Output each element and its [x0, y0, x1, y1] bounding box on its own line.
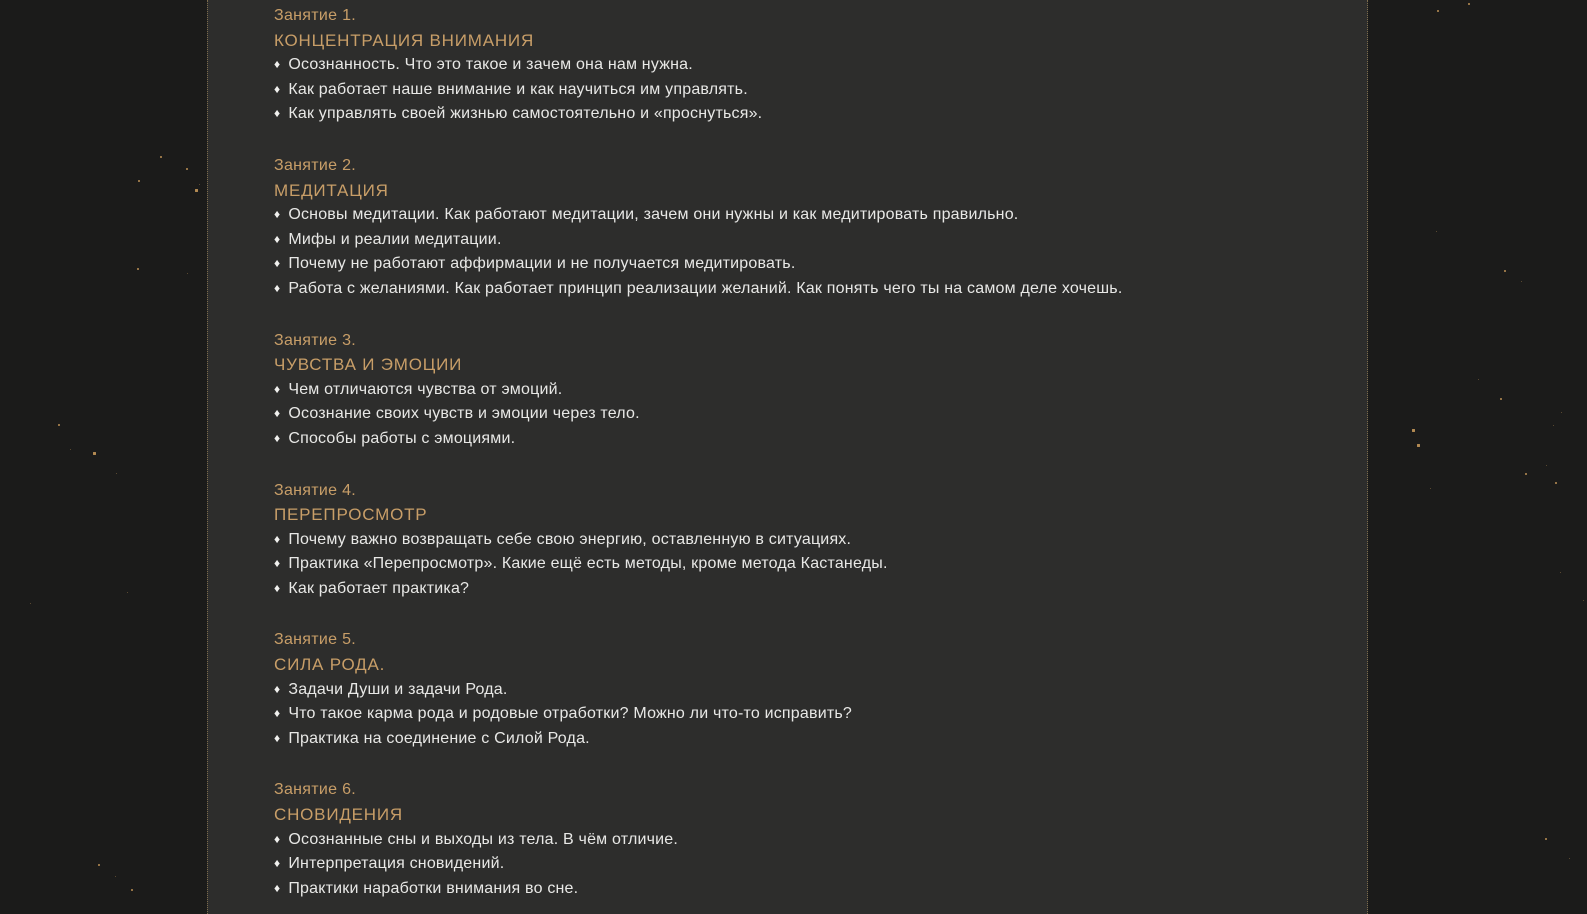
content-panel — [207, 0, 1368, 914]
list-item-text: Основы медитации. Как работают медитации, зачем они нужны и как медитировать правильно. — [288, 206, 1019, 224]
diamond-bullet-icon: ♦ — [274, 430, 281, 445]
star-dot — [1430, 488, 1431, 489]
program-section — [274, 154, 1367, 302]
diamond-bullet-icon: ♦ — [274, 831, 281, 846]
list-item — [274, 102, 1367, 127]
session-label: Занятие 3. — [274, 331, 357, 349]
diamond-bullet-icon: ♦ — [274, 81, 281, 96]
star-dot — [30, 603, 31, 604]
star-dot — [1412, 429, 1415, 432]
list-item — [274, 252, 1367, 277]
list-item — [274, 852, 1367, 877]
star-dot — [1569, 858, 1570, 859]
diamond-bullet-icon: ♦ — [274, 706, 281, 721]
list-item — [274, 727, 1367, 752]
session-label: Занятие 2. — [274, 156, 357, 174]
list-item-text: Осознание своих чувств и эмоции через тело. — [288, 405, 640, 423]
session-items — [274, 203, 1367, 301]
list-item-text: Как управлять своей жизнью самостоятельно и «проснуться». — [288, 105, 763, 123]
list-item-text: Почему не работают аффирмации и не получается медитировать. — [288, 255, 796, 273]
star-dot — [70, 449, 71, 450]
list-item-text: Практики наработки внимания во сне. — [288, 879, 579, 897]
session-items — [274, 528, 1367, 602]
list-item — [274, 828, 1367, 853]
list-item — [274, 577, 1367, 602]
star-dot — [1504, 270, 1506, 272]
session-title: СИЛА РОДА. — [274, 655, 386, 675]
star-dot — [1546, 465, 1547, 466]
star-dot — [138, 180, 140, 182]
star-dot — [1436, 231, 1437, 232]
star-dot — [1545, 838, 1547, 840]
session-label: Занятие 6. — [274, 781, 357, 799]
star-dot — [1500, 398, 1502, 400]
star-dot — [98, 864, 100, 866]
diamond-bullet-icon: ♦ — [274, 256, 281, 271]
star-dot — [1417, 444, 1420, 447]
session-title: ПЕРЕПРОСМОТР — [274, 505, 428, 525]
list-item-text: Почему важно возвращать себе свою энергию, оставленную в ситуациях. — [288, 530, 852, 548]
star-dot — [116, 473, 117, 474]
session-items — [274, 828, 1367, 902]
list-item — [274, 528, 1367, 553]
list-item-text: Практика на соединение с Силой Рода. — [288, 729, 590, 747]
list-item-text: Работа с желаниями. Как работает принцип реализации желаний. Как понять чего ты на самом деле хочешь. — [288, 279, 1123, 297]
star-dot — [160, 156, 162, 158]
star-dot — [195, 189, 198, 192]
list-item — [274, 427, 1367, 452]
star-dot — [1561, 412, 1562, 413]
diamond-bullet-icon: ♦ — [274, 106, 281, 121]
star-dot — [1555, 482, 1557, 484]
list-item-text: Практика «Перепросмотр». Какие ещё есть методы, кроме метода Кастанеды. — [288, 555, 888, 573]
list-item-text: Чем отличаются чувства от эмоций. — [288, 380, 563, 398]
star-dot — [1583, 600, 1584, 601]
session-items — [274, 678, 1367, 752]
star-dot — [115, 876, 116, 877]
diamond-bullet-icon: ♦ — [274, 57, 281, 72]
list-item — [274, 53, 1367, 78]
star-dot — [1560, 572, 1561, 573]
list-item — [274, 228, 1367, 253]
diamond-bullet-icon: ♦ — [274, 681, 281, 696]
session-items — [274, 378, 1367, 452]
diamond-bullet-icon: ♦ — [274, 531, 281, 546]
diamond-bullet-icon: ♦ — [274, 880, 281, 895]
list-item — [274, 552, 1367, 577]
program-section — [274, 628, 1367, 751]
star-dot — [1437, 10, 1439, 12]
star-dot — [1521, 281, 1522, 282]
list-item — [274, 78, 1367, 103]
star-dot — [93, 452, 96, 455]
session-title: МЕДИТАЦИЯ — [274, 180, 389, 200]
star-dot — [1468, 3, 1470, 5]
list-item — [274, 203, 1367, 228]
diamond-bullet-icon: ♦ — [274, 856, 281, 871]
list-item — [274, 378, 1367, 403]
star-dot — [58, 424, 60, 426]
session-items — [274, 53, 1367, 127]
star-dot — [187, 273, 188, 274]
session-title: СНОВИДЕНИЯ — [274, 805, 403, 825]
list-item-text: Как работает практика? — [288, 579, 470, 597]
star-dot — [131, 889, 133, 891]
star-dot — [1478, 379, 1479, 380]
session-title: КОНЦЕНТРАЦИЯ ВНИМАНИЯ — [274, 30, 535, 50]
list-item — [274, 402, 1367, 427]
program-section — [274, 4, 1367, 127]
session-label: Занятие 1. — [274, 7, 357, 24]
diamond-bullet-icon: ♦ — [274, 381, 281, 396]
star-dot — [127, 592, 128, 593]
program-section — [274, 479, 1367, 602]
star-dot — [137, 268, 139, 270]
session-label: Занятие 5. — [274, 631, 357, 649]
list-item-text: Как работает наше внимание и как научиться им управлять. — [288, 80, 748, 98]
diamond-bullet-icon: ♦ — [274, 730, 281, 745]
list-item-text: Мифы и реалии медитации. — [288, 230, 502, 248]
diamond-bullet-icon: ♦ — [274, 231, 281, 246]
list-item — [274, 277, 1367, 302]
session-title: ЧУВСТВА И ЭМОЦИИ — [274, 355, 463, 375]
list-item-text: Задачи Души и задачи Рода. — [288, 680, 508, 698]
session-label: Занятие 4. — [274, 481, 357, 499]
star-dot — [186, 168, 188, 170]
star-dot — [199, 184, 200, 185]
diamond-bullet-icon: ♦ — [274, 556, 281, 571]
list-item-text: Интерпретация сновидений. — [288, 855, 505, 873]
list-item — [274, 702, 1367, 727]
list-item-text: Способы работы с эмоциями. — [288, 429, 516, 447]
diamond-bullet-icon: ♦ — [274, 280, 281, 295]
program-section — [274, 778, 1367, 901]
diamond-bullet-icon: ♦ — [274, 580, 281, 595]
program-section — [274, 329, 1367, 452]
star-dot — [1525, 473, 1527, 475]
star-dot — [1553, 425, 1554, 426]
diamond-bullet-icon: ♦ — [274, 207, 281, 222]
list-item — [274, 877, 1367, 902]
list-item-text: Осознанность. Что это такое и зачем она нам нужна. — [288, 56, 693, 74]
list-item-text: Что такое карма рода и родовые отработки? Можно ли что-то исправить? — [288, 705, 852, 723]
course-program-list — [208, 0, 1367, 901]
list-item — [274, 678, 1367, 703]
diamond-bullet-icon: ♦ — [274, 406, 281, 421]
list-item-text: Осознанные сны и выходы из тела. В чём отличие. — [288, 830, 679, 848]
